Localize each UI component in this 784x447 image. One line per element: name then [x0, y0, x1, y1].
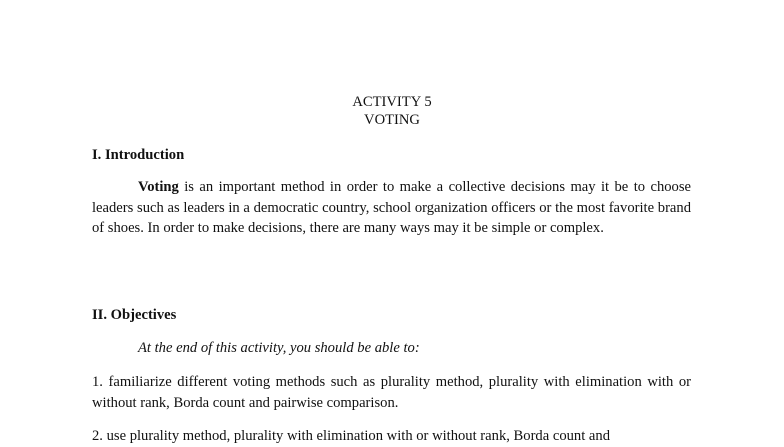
voting-keyword: Voting — [138, 179, 179, 195]
objective-item-2: 2. use plurality method, plurality with elimination with or without rank, Borda count and — [92, 428, 610, 444]
introduction-heading: I. Introduction — [92, 147, 185, 163]
activity-number: ACTIVITY 5 — [352, 94, 432, 110]
objectives-heading: II. Objectives — [92, 307, 177, 323]
activity-title: VOTING — [364, 112, 420, 128]
introduction-text: is an important method in order to make a collective decisions may it be to choose leaders such as leaders in a democratic country, school organization officers or the most favorite brand of shoes. In order to make decisions, there are many ways may it be simple or complex. — [92, 179, 691, 236]
introduction-paragraph — [92, 177, 691, 239]
objectives-lead: At the end of this activity, you should be able to: — [138, 340, 420, 356]
objective-item-1: 1. familiarize different voting methods such as plurality method, plurality with elimination with or without rank, Borda count and pairwise comparison. — [92, 374, 691, 411]
